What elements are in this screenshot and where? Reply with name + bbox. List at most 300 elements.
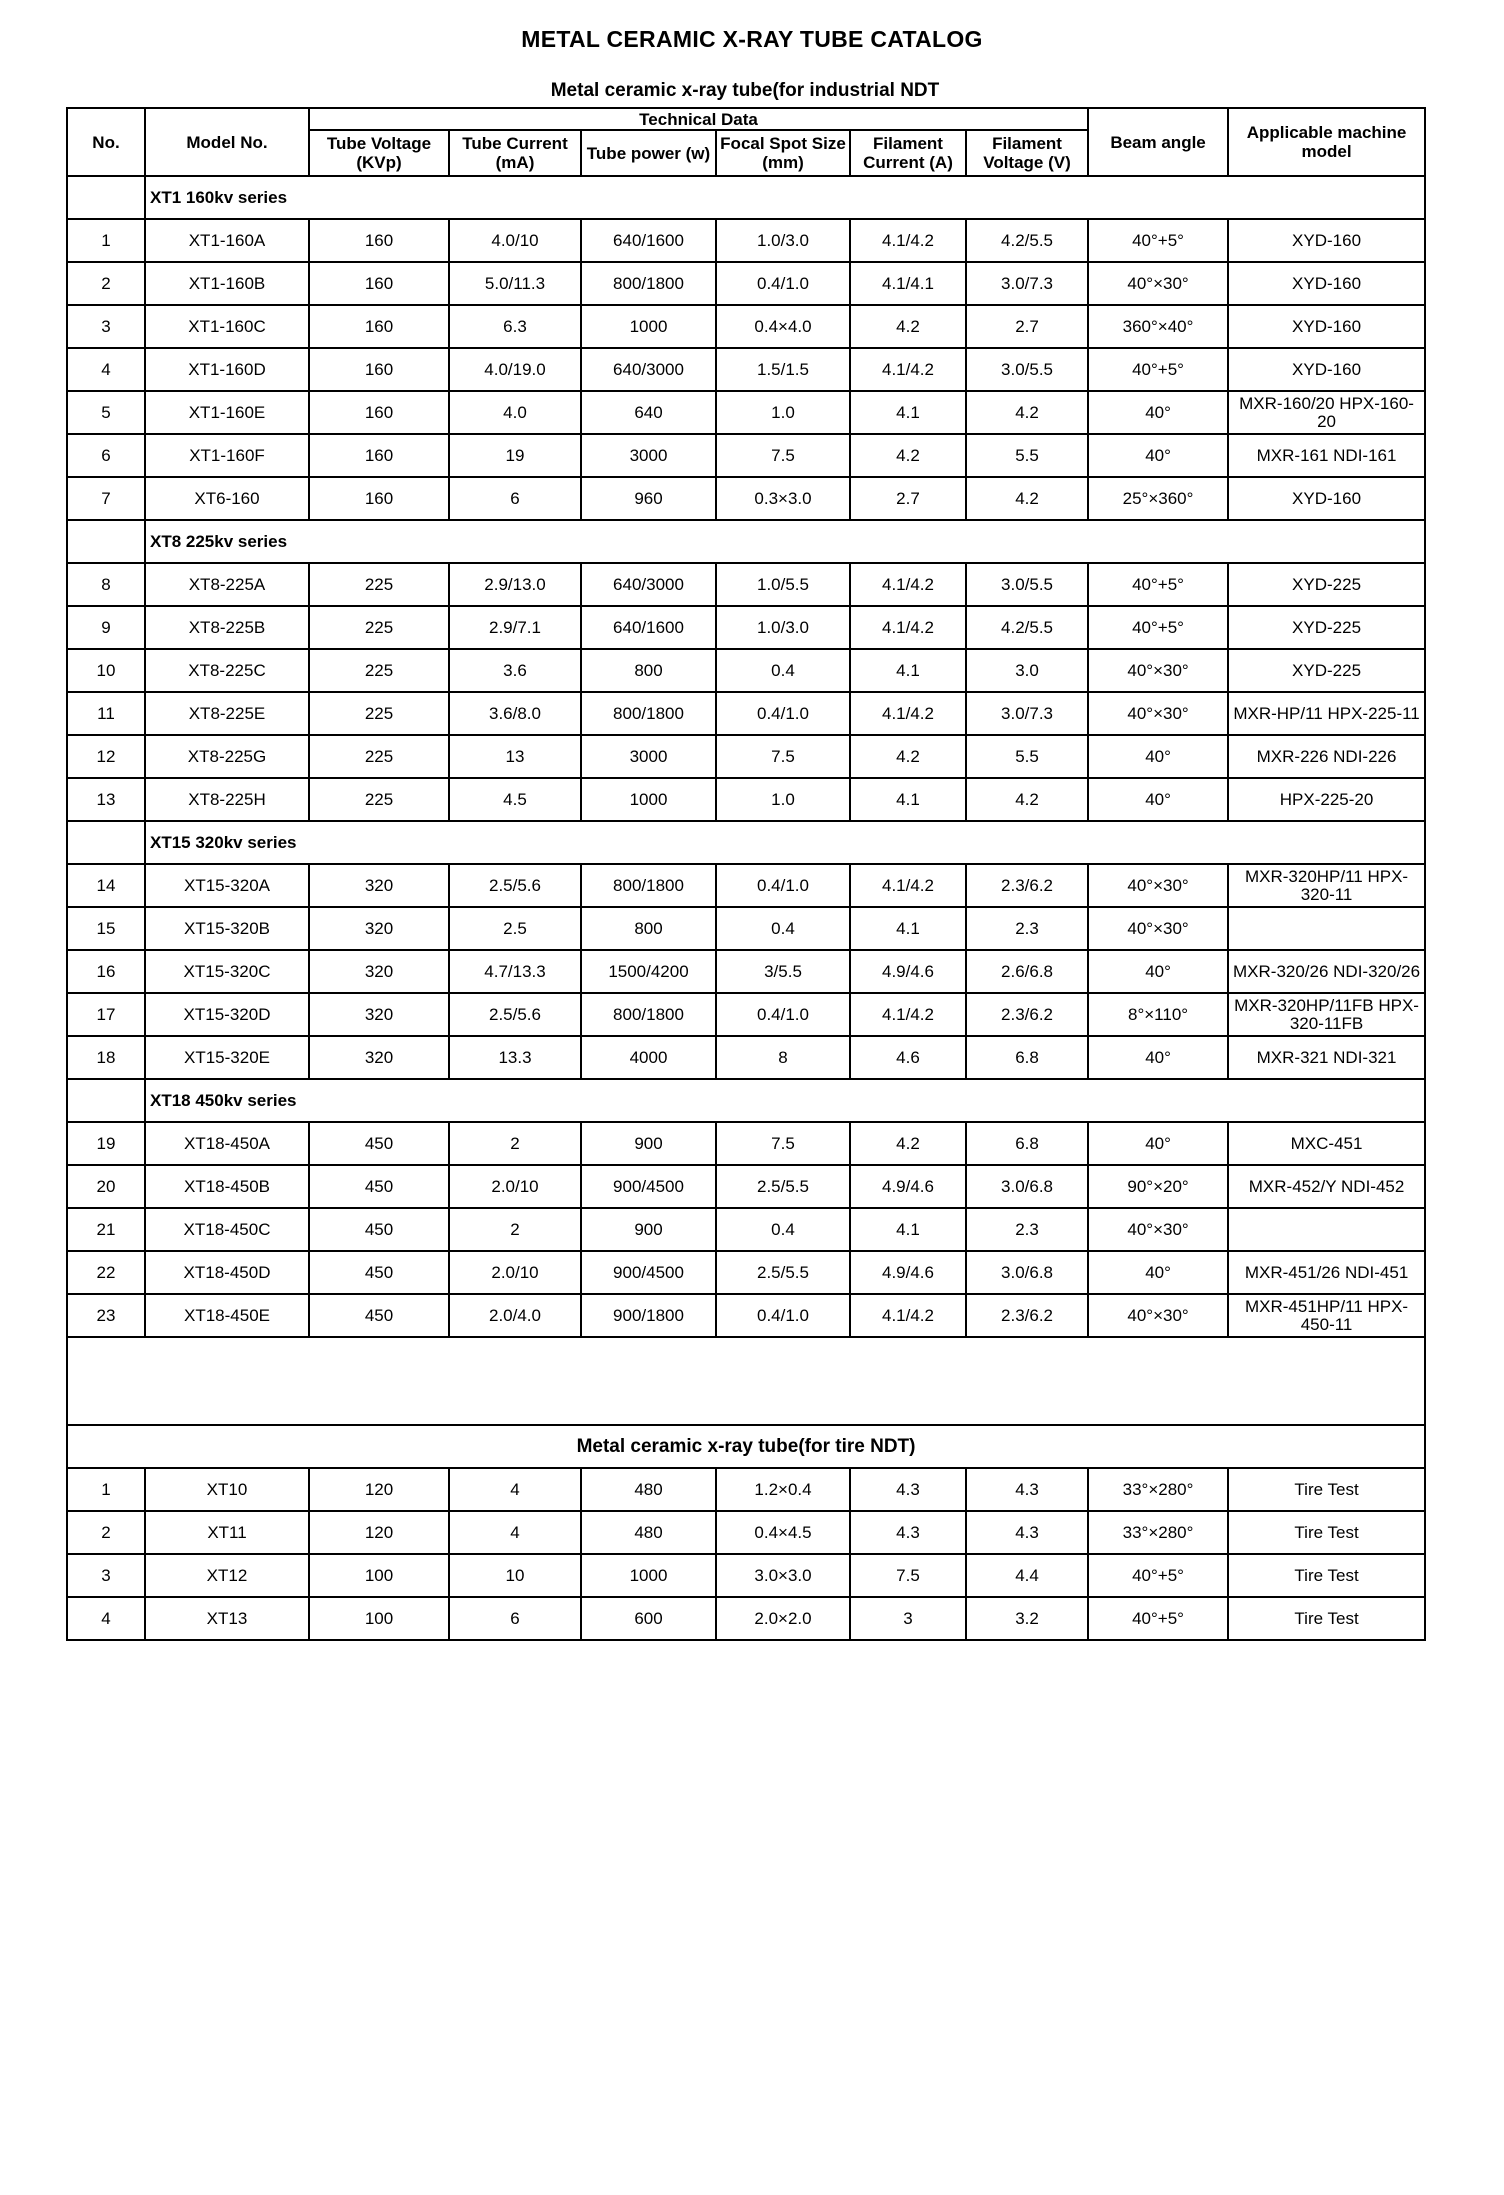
cell-filament-voltage: 3.0/5.5	[966, 348, 1088, 391]
cell-machine	[1228, 1208, 1425, 1251]
cell-beam-angle: 25°×360°	[1088, 477, 1228, 520]
cell-current: 4.7/13.3	[449, 950, 581, 993]
cell-no: 13	[67, 778, 145, 821]
table-row	[67, 1251, 1425, 1294]
cell-power: 480	[581, 1468, 716, 1511]
cell-machine: MXC-451	[1228, 1122, 1425, 1165]
cell-current: 13.3	[449, 1036, 581, 1079]
cell-filament-voltage: 2.3	[966, 1208, 1088, 1251]
cell-voltage: 100	[309, 1597, 449, 1640]
page-title: METAL CERAMIC X-RAY TUBE CATALOG	[521, 26, 983, 52]
cell-current: 2.0/4.0	[449, 1294, 581, 1337]
cell-machine: MXR-320HP/11 HPX-320-11	[1228, 864, 1425, 907]
series-heading: XT8 225kv series	[145, 520, 1425, 563]
cell-power: 480	[581, 1511, 716, 1554]
cell-beam-angle: 40°+5°	[1088, 1597, 1228, 1640]
cell-model: XT15-320B	[145, 907, 309, 950]
cell-beam-angle: 40°	[1088, 391, 1228, 434]
cell-machine: Tire Test	[1228, 1468, 1425, 1511]
cell-beam-angle: 40°×30°	[1088, 262, 1228, 305]
cell-power: 3000	[581, 434, 716, 477]
cell-focal: 0.4	[716, 907, 850, 950]
cell-machine: MXR-452/Y NDI-452	[1228, 1165, 1425, 1208]
cell-focal: 1.0	[716, 778, 850, 821]
cell-filament-voltage: 2.3/6.2	[966, 993, 1088, 1036]
cell-power: 800/1800	[581, 864, 716, 907]
cell-no: 12	[67, 735, 145, 778]
cell-voltage: 160	[309, 434, 449, 477]
cell-voltage: 450	[309, 1208, 449, 1251]
cell-filament-current: 4.1	[850, 649, 966, 692]
table-row	[67, 477, 1425, 520]
cell-filament-current: 4.1/4.2	[850, 864, 966, 907]
cell-power: 600	[581, 1597, 716, 1640]
cell-machine: Tire Test	[1228, 1511, 1425, 1554]
cell-no: 4	[67, 348, 145, 391]
cell-current: 6	[449, 477, 581, 520]
cell-no: 16	[67, 950, 145, 993]
cell-no: 6	[67, 434, 145, 477]
cell-machine: XYD-225	[1228, 606, 1425, 649]
cell-voltage: 120	[309, 1511, 449, 1554]
cell-voltage: 160	[309, 305, 449, 348]
cell-filament-current: 2.7	[850, 477, 966, 520]
cell-voltage: 160	[309, 391, 449, 434]
cell-no: 21	[67, 1208, 145, 1251]
cell-beam-angle: 40°	[1088, 1251, 1228, 1294]
cell-no: 3	[67, 305, 145, 348]
cell-voltage: 225	[309, 735, 449, 778]
cell-no: 19	[67, 1122, 145, 1165]
cell-power: 3000	[581, 735, 716, 778]
cell-model: XT11	[145, 1511, 309, 1554]
cell-power: 800/1800	[581, 692, 716, 735]
cell-beam-angle: 40°	[1088, 1036, 1228, 1079]
cell-beam-angle: 40°+5°	[1088, 606, 1228, 649]
cell-machine: MXR-160/20 HPX-160-20	[1228, 391, 1425, 434]
cell-power: 1000	[581, 305, 716, 348]
table-row	[67, 219, 1425, 262]
cell-filament-current: 4.9/4.6	[850, 1165, 966, 1208]
header-filament-voltage: Filament Voltage (V)	[966, 130, 1088, 176]
cell-power: 900	[581, 1208, 716, 1251]
cell-model: XT8-225H	[145, 778, 309, 821]
cell-current: 6	[449, 1597, 581, 1640]
header-applicable-machine: Applicable machine model	[1228, 108, 1425, 176]
cell-beam-angle: 40°×30°	[1088, 907, 1228, 950]
cell-beam-angle: 40°×30°	[1088, 864, 1228, 907]
cell-filament-voltage: 2.6/6.8	[966, 950, 1088, 993]
cell-no: 7	[67, 477, 145, 520]
cell-model: XT18-450B	[145, 1165, 309, 1208]
cell-no: 18	[67, 1036, 145, 1079]
cell-power: 900/1800	[581, 1294, 716, 1337]
cell-beam-angle: 33°×280°	[1088, 1468, 1228, 1511]
cell-filament-current: 4.9/4.6	[850, 1251, 966, 1294]
cell-beam-angle: 360°×40°	[1088, 305, 1228, 348]
table-row	[67, 348, 1425, 391]
cell-current: 4.0/10	[449, 219, 581, 262]
cell-model: XT18-450A	[145, 1122, 309, 1165]
cell-filament-current: 4.1	[850, 778, 966, 821]
cell-current: 19	[449, 434, 581, 477]
cell-filament-voltage: 2.3/6.2	[966, 1294, 1088, 1337]
series-heading: XT15 320kv series	[145, 821, 1425, 864]
series-row	[67, 520, 1425, 563]
cell-no: 1	[67, 1468, 145, 1511]
cell-filament-voltage: 2.3/6.2	[966, 864, 1088, 907]
cell-voltage: 450	[309, 1251, 449, 1294]
table-row	[67, 1554, 1425, 1597]
cell-current: 2.9/13.0	[449, 563, 581, 606]
cell-power: 900	[581, 1122, 716, 1165]
table-row	[67, 1468, 1425, 1511]
cell-no: 15	[67, 907, 145, 950]
table-row	[67, 649, 1425, 692]
tire-section-title: Metal ceramic x-ray tube(for tire NDT)	[67, 1425, 1425, 1468]
tire-section-row	[67, 1425, 1425, 1468]
cell-voltage: 320	[309, 907, 449, 950]
industrial-section-title: Metal ceramic x-ray tube(for industrial NDT	[550, 80, 940, 101]
cell-current: 2	[449, 1208, 581, 1251]
table-row	[67, 950, 1425, 993]
cell-power: 800	[581, 907, 716, 950]
cell-power: 1000	[581, 778, 716, 821]
cell-filament-current: 4.1/4.2	[850, 348, 966, 391]
cell-filament-voltage: 4.2	[966, 391, 1088, 434]
cell-no: 10	[67, 649, 145, 692]
cell-no: 2	[67, 1511, 145, 1554]
cell-current: 2.9/7.1	[449, 606, 581, 649]
cell-beam-angle: 40°+5°	[1088, 219, 1228, 262]
cell-focal: 7.5	[716, 434, 850, 477]
cell-model: XT8-225E	[145, 692, 309, 735]
cell-machine	[1228, 907, 1425, 950]
header-technical-data: Technical Data	[309, 108, 1088, 130]
cell-model: XT18-450C	[145, 1208, 309, 1251]
table-row	[67, 692, 1425, 735]
series-row	[67, 1079, 1425, 1122]
cell-focal: 2.5/5.5	[716, 1251, 850, 1294]
cell-voltage: 160	[309, 477, 449, 520]
cell-current: 3.6/8.0	[449, 692, 581, 735]
cell-focal: 2.5/5.5	[716, 1165, 850, 1208]
cell-filament-current: 4.1/4.2	[850, 606, 966, 649]
cell-model: XT15-320C	[145, 950, 309, 993]
cell-no: 8	[67, 563, 145, 606]
cell-focal: 0.4/1.0	[716, 864, 850, 907]
cell-focal: 1.0/3.0	[716, 219, 850, 262]
series-no-cell	[67, 176, 145, 219]
cell-no: 17	[67, 993, 145, 1036]
table-row	[67, 262, 1425, 305]
cell-machine: MXR-451HP/11 HPX-450-11	[1228, 1294, 1425, 1337]
cell-filament-voltage: 3.0/7.3	[966, 262, 1088, 305]
cell-beam-angle: 40°	[1088, 735, 1228, 778]
cell-filament-current: 4.1/4.2	[850, 1294, 966, 1337]
cell-model: XT1-160F	[145, 434, 309, 477]
cell-focal: 0.3×3.0	[716, 477, 850, 520]
cell-beam-angle: 40°	[1088, 1122, 1228, 1165]
cell-filament-current: 4.2	[850, 1122, 966, 1165]
cell-power: 800/1800	[581, 262, 716, 305]
table-row	[67, 1208, 1425, 1251]
spacer-cell	[67, 1337, 1425, 1425]
cell-focal: 0.4/1.0	[716, 262, 850, 305]
cell-filament-voltage: 4.4	[966, 1554, 1088, 1597]
cell-focal: 3.0×3.0	[716, 1554, 850, 1597]
cell-machine: Tire Test	[1228, 1597, 1425, 1640]
cell-voltage: 450	[309, 1165, 449, 1208]
cell-model: XT10	[145, 1468, 309, 1511]
cell-focal: 1.0/3.0	[716, 606, 850, 649]
table-row	[67, 778, 1425, 821]
cell-focal: 0.4×4.0	[716, 305, 850, 348]
header-tube-power: Tube power (w)	[581, 130, 716, 176]
cell-current: 2.5	[449, 907, 581, 950]
cell-focal: 3/5.5	[716, 950, 850, 993]
cell-filament-voltage: 2.7	[966, 305, 1088, 348]
cell-filament-current: 4.1/4.2	[850, 993, 966, 1036]
cell-current: 4.5	[449, 778, 581, 821]
cell-machine: XYD-160	[1228, 348, 1425, 391]
cell-current: 4.0	[449, 391, 581, 434]
cell-focal: 7.5	[716, 1122, 850, 1165]
cell-model: XT15-320E	[145, 1036, 309, 1079]
cell-focal: 0.4	[716, 649, 850, 692]
cell-beam-angle: 40°	[1088, 778, 1228, 821]
cell-current: 4.0/19.0	[449, 348, 581, 391]
header-tube-voltage: Tube Voltage (KVp)	[309, 130, 449, 176]
cell-filament-current: 4.6	[850, 1036, 966, 1079]
cell-filament-voltage: 5.5	[966, 735, 1088, 778]
series-row	[67, 821, 1425, 864]
table-row	[67, 735, 1425, 778]
series-heading: XT1 160kv series	[145, 176, 1425, 219]
cell-voltage: 320	[309, 1036, 449, 1079]
cell-machine: XYD-160	[1228, 219, 1425, 262]
cell-model: XT15-320A	[145, 864, 309, 907]
cell-no: 2	[67, 262, 145, 305]
cell-model: XT1-160D	[145, 348, 309, 391]
cell-power: 4000	[581, 1036, 716, 1079]
catalog-table	[66, 107, 1426, 1641]
cell-beam-angle: 40°+5°	[1088, 563, 1228, 606]
cell-voltage: 450	[309, 1294, 449, 1337]
cell-filament-current: 4.1/4.2	[850, 563, 966, 606]
cell-current: 2.0/10	[449, 1165, 581, 1208]
cell-filament-voltage: 3.0/6.8	[966, 1251, 1088, 1294]
cell-filament-voltage: 4.2/5.5	[966, 606, 1088, 649]
cell-voltage: 320	[309, 864, 449, 907]
cell-filament-current: 4.1/4.2	[850, 219, 966, 262]
header-beam-angle: Beam angle	[1088, 108, 1228, 176]
cell-filament-voltage: 5.5	[966, 434, 1088, 477]
cell-focal: 0.4/1.0	[716, 993, 850, 1036]
cell-machine: MXR-161 NDI-161	[1228, 434, 1425, 477]
cell-voltage: 160	[309, 348, 449, 391]
cell-voltage: 225	[309, 692, 449, 735]
cell-filament-current: 4.2	[850, 434, 966, 477]
table-row	[67, 993, 1425, 1036]
cell-current: 4	[449, 1468, 581, 1511]
header-no: No.	[67, 108, 145, 176]
cell-focal: 1.0/5.5	[716, 563, 850, 606]
table-row	[67, 1294, 1425, 1337]
cell-filament-current: 4.1	[850, 391, 966, 434]
cell-current: 10	[449, 1554, 581, 1597]
cell-focal: 8	[716, 1036, 850, 1079]
table-row	[67, 305, 1425, 348]
cell-machine: XYD-225	[1228, 649, 1425, 692]
cell-machine: HPX-225-20	[1228, 778, 1425, 821]
cell-filament-current: 4.1	[850, 1208, 966, 1251]
series-heading: XT18 450kv series	[145, 1079, 1425, 1122]
cell-machine: XYD-225	[1228, 563, 1425, 606]
spacer-row	[67, 1337, 1425, 1425]
cell-no: 1	[67, 219, 145, 262]
cell-current: 2.5/5.6	[449, 864, 581, 907]
cell-power: 640/3000	[581, 563, 716, 606]
cell-model: XT8-225B	[145, 606, 309, 649]
cell-filament-current: 4.1	[850, 907, 966, 950]
cell-current: 13	[449, 735, 581, 778]
cell-filament-voltage: 3.0/6.8	[966, 1165, 1088, 1208]
cell-focal: 0.4×4.5	[716, 1511, 850, 1554]
cell-beam-angle: 40°	[1088, 950, 1228, 993]
cell-no: 20	[67, 1165, 145, 1208]
cell-machine: Tire Test	[1228, 1554, 1425, 1597]
cell-filament-current: 4.1/4.1	[850, 262, 966, 305]
cell-model: XT8-225C	[145, 649, 309, 692]
cell-focal: 1.2×0.4	[716, 1468, 850, 1511]
cell-filament-voltage: 3.0	[966, 649, 1088, 692]
table-row	[67, 1165, 1425, 1208]
header-filament-current: Filament Current (A)	[850, 130, 966, 176]
cell-filament-current: 4.3	[850, 1468, 966, 1511]
cell-beam-angle: 40°×30°	[1088, 692, 1228, 735]
cell-no: 11	[67, 692, 145, 735]
table-row	[67, 864, 1425, 907]
cell-voltage: 160	[309, 262, 449, 305]
table-row	[67, 1597, 1425, 1640]
cell-voltage: 100	[309, 1554, 449, 1597]
cell-no: 3	[67, 1554, 145, 1597]
cell-model: XT13	[145, 1597, 309, 1640]
cell-filament-voltage: 3.0/7.3	[966, 692, 1088, 735]
cell-machine: XYD-160	[1228, 477, 1425, 520]
cell-machine: MXR-226 NDI-226	[1228, 735, 1425, 778]
cell-voltage: 120	[309, 1468, 449, 1511]
cell-current: 5.0/11.3	[449, 262, 581, 305]
cell-machine: MXR-HP/11 HPX-225-11	[1228, 692, 1425, 735]
cell-no: 23	[67, 1294, 145, 1337]
cell-voltage: 225	[309, 778, 449, 821]
cell-filament-voltage: 3.0/5.5	[966, 563, 1088, 606]
cell-power: 900/4500	[581, 1165, 716, 1208]
cell-filament-current: 3	[850, 1597, 966, 1640]
cell-filament-voltage: 4.2/5.5	[966, 219, 1088, 262]
cell-model: XT1-160A	[145, 219, 309, 262]
cell-voltage: 450	[309, 1122, 449, 1165]
cell-power: 640/1600	[581, 606, 716, 649]
cell-model: XT12	[145, 1554, 309, 1597]
cell-voltage: 225	[309, 606, 449, 649]
cell-no: 14	[67, 864, 145, 907]
series-no-cell	[67, 1079, 145, 1122]
cell-filament-voltage: 3.2	[966, 1597, 1088, 1640]
cell-model: XT1-160B	[145, 262, 309, 305]
cell-filament-voltage: 4.3	[966, 1511, 1088, 1554]
series-row	[67, 176, 1425, 219]
cell-focal: 7.5	[716, 735, 850, 778]
table-row	[67, 563, 1425, 606]
cell-focal: 0.4	[716, 1208, 850, 1251]
cell-model: XT18-450E	[145, 1294, 309, 1337]
cell-focal: 0.4/1.0	[716, 1294, 850, 1337]
cell-beam-angle: 40°+5°	[1088, 1554, 1228, 1597]
cell-model: XT6-160	[145, 477, 309, 520]
cell-filament-voltage: 2.3	[966, 907, 1088, 950]
cell-filament-current: 4.2	[850, 305, 966, 348]
table-row	[67, 434, 1425, 477]
header-tube-current: Tube Current (mA)	[449, 130, 581, 176]
cell-filament-current: 7.5	[850, 1554, 966, 1597]
cell-power: 1500/4200	[581, 950, 716, 993]
cell-focal: 2.0×2.0	[716, 1597, 850, 1640]
cell-filament-voltage: 4.2	[966, 778, 1088, 821]
table-row	[67, 1511, 1425, 1554]
cell-model: XT18-450D	[145, 1251, 309, 1294]
cell-voltage: 225	[309, 649, 449, 692]
cell-focal: 0.4/1.0	[716, 692, 850, 735]
cell-filament-voltage: 6.8	[966, 1122, 1088, 1165]
cell-beam-angle: 40°×30°	[1088, 1208, 1228, 1251]
cell-beam-angle: 33°×280°	[1088, 1511, 1228, 1554]
cell-machine: XYD-160	[1228, 262, 1425, 305]
cell-current: 4	[449, 1511, 581, 1554]
cell-machine: MXR-451/26 NDI-451	[1228, 1251, 1425, 1294]
cell-model: XT15-320D	[145, 993, 309, 1036]
cell-beam-angle: 40°	[1088, 434, 1228, 477]
cell-filament-voltage: 4.3	[966, 1468, 1088, 1511]
cell-model: XT8-225G	[145, 735, 309, 778]
cell-machine: MXR-320HP/11FB HPX-320-11FB	[1228, 993, 1425, 1036]
cell-model: XT1-160E	[145, 391, 309, 434]
cell-machine: MXR-320/26 NDI-320/26	[1228, 950, 1425, 993]
cell-current: 2.5/5.6	[449, 993, 581, 1036]
table-row	[67, 1122, 1425, 1165]
cell-beam-angle: 8°×110°	[1088, 993, 1228, 1036]
cell-filament-voltage: 6.8	[966, 1036, 1088, 1079]
cell-filament-current: 4.9/4.6	[850, 950, 966, 993]
cell-power: 640/1600	[581, 219, 716, 262]
cell-voltage: 225	[309, 563, 449, 606]
cell-power: 800	[581, 649, 716, 692]
cell-power: 900/4500	[581, 1251, 716, 1294]
cell-beam-angle: 40°×30°	[1088, 649, 1228, 692]
table-row	[67, 907, 1425, 950]
cell-filament-current: 4.3	[850, 1511, 966, 1554]
cell-voltage: 320	[309, 950, 449, 993]
cell-model: XT8-225A	[145, 563, 309, 606]
table-row	[67, 606, 1425, 649]
cell-current: 2	[449, 1122, 581, 1165]
cell-voltage: 160	[309, 219, 449, 262]
header-model: Model No.	[145, 108, 309, 176]
cell-power: 640	[581, 391, 716, 434]
cell-no: 22	[67, 1251, 145, 1294]
